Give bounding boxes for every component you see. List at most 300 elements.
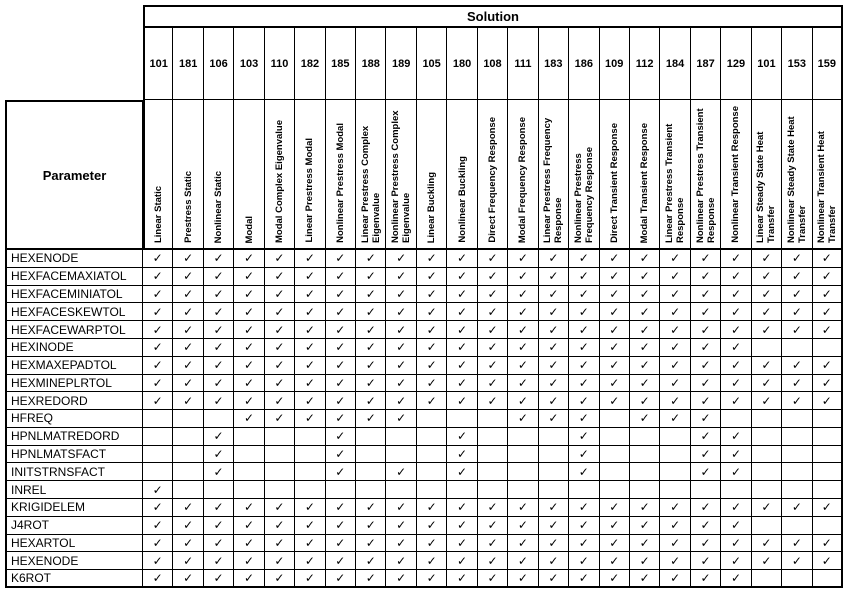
checkmark-icon: ✓: [152, 269, 163, 284]
check-cell: [326, 268, 356, 286]
parameter-name-cell: HPNLMATREDORD: [5, 428, 143, 446]
empty-cell: [630, 463, 660, 481]
checkmark-icon: ✓: [335, 571, 346, 586]
empty-cell: [234, 428, 264, 446]
checkmark-icon: ✓: [213, 553, 224, 568]
checkmark-icon: ✓: [517, 553, 528, 568]
checkmark-icon: ✓: [609, 251, 620, 266]
check-cell: [295, 286, 325, 304]
checkmark-icon: ✓: [730, 536, 741, 551]
check-cell: [326, 250, 356, 268]
checkmark-icon: ✓: [548, 500, 559, 515]
checkmark-icon: ✓: [304, 340, 315, 355]
check-cell: [265, 499, 295, 517]
solution-code-cell: 112: [630, 28, 660, 100]
checkmark-icon: ✓: [365, 322, 376, 337]
check-cell: [630, 535, 660, 553]
check-cell: [356, 303, 386, 321]
checkmark-icon: ✓: [152, 375, 163, 390]
check-cell: [478, 303, 508, 321]
checkmark-icon: ✓: [274, 304, 285, 319]
check-cell: [204, 463, 234, 481]
checkmark-icon: ✓: [274, 358, 285, 373]
check-cell: [295, 375, 325, 393]
check-cell: [447, 552, 477, 570]
empty-cell: [600, 428, 630, 446]
solution-code-cell: 183: [539, 28, 569, 100]
check-cell: [569, 357, 599, 375]
solution-label-cell: [356, 100, 386, 250]
checkmark-icon: ✓: [457, 393, 468, 408]
empty-cell: [204, 410, 234, 428]
check-cell: [660, 286, 690, 304]
check-cell: [508, 517, 538, 535]
solution-code-cell: 188: [356, 28, 386, 100]
checkmark-icon: ✓: [365, 571, 376, 586]
solution-label-cell: [752, 100, 782, 250]
checkmark-icon: ✓: [730, 553, 741, 568]
check-cell: [691, 517, 721, 535]
check-cell: [326, 535, 356, 553]
check-cell: [600, 392, 630, 410]
solution-label-cell: [204, 100, 234, 250]
check-cell: [204, 446, 234, 464]
parameter-name-cell: HEXFACESKEWTOL: [5, 303, 143, 321]
check-cell: [265, 357, 295, 375]
check-cell: [569, 321, 599, 339]
check-cell: [326, 410, 356, 428]
check-cell: [143, 481, 173, 499]
checkmark-icon: ✓: [578, 375, 589, 390]
check-cell: [508, 268, 538, 286]
check-cell: [204, 375, 234, 393]
check-cell: [508, 339, 538, 357]
solution-code-cell: 106: [204, 28, 234, 100]
checkmark-icon: ✓: [183, 322, 194, 337]
check-cell: [600, 286, 630, 304]
empty-cell: [752, 428, 782, 446]
checkmark-icon: ✓: [761, 286, 772, 301]
checkmark-icon: ✓: [274, 251, 285, 266]
check-cell: [539, 517, 569, 535]
solution-label-text: Linear Prestress Transient Response: [664, 123, 687, 243]
empty-cell: [234, 481, 264, 499]
empty-cell: [660, 481, 690, 499]
check-cell: [143, 499, 173, 517]
check-cell: [204, 357, 234, 375]
check-cell: [721, 552, 751, 570]
check-cell: [721, 428, 751, 446]
checkmark-icon: ✓: [700, 251, 711, 266]
check-cell: [660, 499, 690, 517]
checkmark-icon: ✓: [761, 553, 772, 568]
checkmark-icon: ✓: [639, 358, 650, 373]
checkmark-icon: ✓: [396, 375, 407, 390]
checkmark-icon: ✓: [365, 340, 376, 355]
checkmark-icon: ✓: [243, 251, 255, 266]
checkmark-icon: ✓: [730, 393, 741, 408]
checkmark-icon: ✓: [396, 286, 407, 301]
check-cell: [478, 286, 508, 304]
check-cell: [386, 517, 416, 535]
check-cell: [356, 250, 386, 268]
check-cell: [326, 321, 356, 339]
check-cell: [173, 499, 203, 517]
checkmark-icon: ✓: [274, 536, 285, 551]
checkmark-icon: ✓: [396, 464, 407, 479]
empty-cell: [813, 339, 843, 357]
empty-cell: [600, 446, 630, 464]
check-cell: [417, 339, 447, 357]
check-cell: [417, 375, 447, 393]
parameter-name-cell: HPNLMATSFACT: [5, 446, 143, 464]
checkmark-icon: ✓: [457, 518, 468, 533]
check-cell: [569, 535, 599, 553]
check-cell: [782, 286, 812, 304]
checkmark-icon: ✓: [700, 393, 711, 408]
checkmark-icon: ✓: [761, 358, 772, 373]
check-cell: [356, 375, 386, 393]
check-cell: [447, 428, 477, 446]
check-cell: [265, 286, 295, 304]
checkmark-icon: ✓: [335, 251, 346, 266]
checkmark-icon: ✓: [396, 340, 407, 355]
checkmark-icon: ✓: [700, 571, 711, 586]
empty-cell: [752, 446, 782, 464]
solution-label-text: Nonlinear Steady State Heat Transfer: [785, 116, 808, 243]
checkmark-icon: ✓: [274, 286, 285, 301]
check-cell: [569, 303, 599, 321]
check-cell: [721, 321, 751, 339]
check-cell: [539, 410, 569, 428]
check-cell: [721, 303, 751, 321]
check-cell: [752, 303, 782, 321]
checkmark-icon: ✓: [213, 447, 224, 462]
empty-cell: [782, 517, 812, 535]
check-cell: [356, 392, 386, 410]
solution-label-text: Linear Static: [153, 185, 165, 243]
solution-code-cell: 189: [386, 28, 416, 100]
check-cell: [447, 446, 477, 464]
check-cell: [356, 499, 386, 517]
solution-label-cell: [600, 100, 630, 250]
check-cell: [356, 268, 386, 286]
check-cell: [234, 410, 264, 428]
check-cell: [265, 268, 295, 286]
check-cell: [204, 428, 234, 446]
checkmark-icon: ✓: [821, 269, 832, 284]
solution-code-cell: 105: [417, 28, 447, 100]
checkmark-icon: ✓: [365, 393, 376, 408]
checkmark-icon: ✓: [517, 286, 528, 301]
check-cell: [813, 499, 843, 517]
check-cell: [447, 268, 477, 286]
empty-cell: [782, 339, 812, 357]
solution-code-cell: 182: [295, 28, 325, 100]
check-cell: [782, 250, 812, 268]
solution-label-text: Direct Frequency Response: [486, 117, 498, 243]
empty-cell: [539, 463, 569, 481]
check-cell: [234, 339, 264, 357]
checkmark-icon: ✓: [548, 411, 559, 426]
check-cell: [691, 428, 721, 446]
checkmark-icon: ✓: [457, 304, 468, 319]
check-cell: [813, 321, 843, 339]
checkmark-icon: ✓: [213, 375, 224, 390]
solution-label-cell: [265, 100, 295, 250]
empty-cell: [508, 446, 538, 464]
checkmark-icon: ✓: [791, 393, 802, 408]
check-cell: [234, 303, 264, 321]
checkmark-icon: ✓: [670, 358, 681, 373]
check-cell: [691, 535, 721, 553]
checkmark-icon: ✓: [578, 304, 589, 319]
check-cell: [569, 463, 599, 481]
check-cell: [569, 446, 599, 464]
empty-cell: [813, 481, 843, 499]
check-cell: [204, 570, 234, 588]
check-cell: [356, 321, 386, 339]
check-cell: [326, 339, 356, 357]
empty-cell: [173, 410, 203, 428]
checkmark-icon: ✓: [517, 304, 528, 319]
check-cell: [600, 499, 630, 517]
check-cell: [600, 339, 630, 357]
check-cell: [326, 570, 356, 588]
checkmark-icon: ✓: [152, 358, 163, 373]
check-cell: [143, 535, 173, 553]
parameter-name-cell: HEXMINEPLRTOL: [5, 375, 143, 393]
checkmark-icon: ✓: [457, 500, 468, 515]
check-cell: [569, 552, 599, 570]
checkmark-icon: ✓: [274, 269, 285, 284]
check-cell: [721, 463, 751, 481]
checkmark-icon: ✓: [761, 269, 772, 284]
checkmark-icon: ✓: [335, 518, 346, 533]
checkmark-icon: ✓: [700, 340, 711, 355]
checkmark-icon: ✓: [517, 518, 528, 533]
check-cell: [386, 303, 416, 321]
empty-cell: [386, 481, 416, 499]
empty-cell: [782, 446, 812, 464]
checkmark-icon: ✓: [365, 304, 376, 319]
check-cell: [600, 357, 630, 375]
checkmark-icon: ✓: [639, 269, 650, 284]
checkmark-icon: ✓: [335, 536, 346, 551]
solution-code-cell: 180: [447, 28, 477, 100]
parameter-header: Parameter: [5, 100, 143, 250]
checkmark-icon: ✓: [243, 269, 255, 284]
checkmark-icon: ✓: [548, 269, 559, 284]
check-cell: [386, 357, 416, 375]
checkmark-icon: ✓: [213, 429, 224, 444]
checkmark-icon: ✓: [487, 553, 498, 568]
checkmark-icon: ✓: [639, 571, 650, 586]
check-cell: [691, 268, 721, 286]
checkmark-icon: ✓: [274, 322, 285, 337]
check-cell: [234, 552, 264, 570]
check-cell: [782, 499, 812, 517]
check-cell: [813, 250, 843, 268]
empty-cell: [813, 570, 843, 588]
checkmark-icon: ✓: [700, 500, 711, 515]
checkmark-icon: ✓: [578, 500, 589, 515]
empty-cell: [569, 481, 599, 499]
checkmark-icon: ✓: [457, 553, 468, 568]
checkmark-icon: ✓: [183, 500, 194, 515]
checkmark-icon: ✓: [304, 322, 315, 337]
checkmark-icon: ✓: [821, 393, 832, 408]
check-cell: [691, 552, 721, 570]
checkmark-icon: ✓: [487, 375, 498, 390]
solution-label-text: Linear Prestress Complex Eigenvalue: [359, 125, 382, 243]
parameter-name-cell: INITSTRNSFACT: [5, 463, 143, 481]
check-cell: [173, 321, 203, 339]
checkmark-icon: ✓: [243, 322, 255, 337]
empty-cell: [417, 463, 447, 481]
check-cell: [721, 339, 751, 357]
solution-label-cell: [295, 100, 325, 250]
check-cell: [356, 410, 386, 428]
checkmark-icon: ✓: [517, 393, 528, 408]
checkmark-icon: ✓: [791, 304, 802, 319]
checkmark-icon: ✓: [730, 500, 741, 515]
checkmark-icon: ✓: [304, 536, 315, 551]
checkmark-icon: ✓: [730, 375, 741, 390]
solution-code-cell: 153: [782, 28, 812, 100]
check-cell: [204, 392, 234, 410]
checkmark-icon: ✓: [365, 375, 376, 390]
check-cell: [295, 321, 325, 339]
checkmark-icon: ✓: [791, 251, 802, 266]
check-cell: [630, 552, 660, 570]
checkmark-icon: ✓: [548, 322, 559, 337]
empty-cell: [813, 446, 843, 464]
check-cell: [569, 286, 599, 304]
check-cell: [356, 357, 386, 375]
solution-label-text: Nonlinear Prestress Frequency Response: [572, 146, 595, 243]
check-cell: [569, 410, 599, 428]
solution-code-cell: 186: [569, 28, 599, 100]
empty-cell: [356, 463, 386, 481]
check-cell: [752, 357, 782, 375]
checkmark-icon: ✓: [517, 340, 528, 355]
check-cell: [143, 268, 173, 286]
check-cell: [539, 535, 569, 553]
check-cell: [173, 570, 203, 588]
empty-cell: [447, 481, 477, 499]
checkmark-icon: ✓: [243, 286, 255, 301]
checkmark-icon: ✓: [517, 375, 528, 390]
checkmark-icon: ✓: [365, 553, 376, 568]
check-cell: [234, 375, 264, 393]
empty-cell: [356, 446, 386, 464]
checkmark-icon: ✓: [396, 358, 407, 373]
empty-cell: [478, 410, 508, 428]
check-cell: [660, 517, 690, 535]
checkmark-icon: ✓: [274, 571, 285, 586]
empty-cell: [539, 481, 569, 499]
checkmark-icon: ✓: [304, 304, 315, 319]
check-cell: [539, 268, 569, 286]
checkmark-icon: ✓: [213, 518, 224, 533]
checkmark-icon: ✓: [670, 518, 681, 533]
empty-cell: [630, 446, 660, 464]
check-cell: [295, 303, 325, 321]
checkmark-icon: ✓: [365, 518, 376, 533]
check-cell: [356, 517, 386, 535]
checkmark-icon: ✓: [304, 500, 315, 515]
checkmark-icon: ✓: [548, 375, 559, 390]
checkmark-icon: ✓: [517, 251, 528, 266]
check-cell: [539, 321, 569, 339]
empty-cell: [508, 428, 538, 446]
check-cell: [691, 286, 721, 304]
checkmark-icon: ✓: [548, 304, 559, 319]
empty-cell: [478, 446, 508, 464]
solution-code-cell: 181: [173, 28, 203, 100]
checkmark-icon: ✓: [152, 251, 163, 266]
checkmark-icon: ✓: [821, 375, 832, 390]
checkmark-icon: ✓: [213, 358, 224, 373]
check-cell: [569, 250, 599, 268]
check-cell: [478, 535, 508, 553]
checkmark-icon: ✓: [487, 269, 498, 284]
checkmark-icon: ✓: [670, 375, 681, 390]
check-cell: [569, 268, 599, 286]
empty-cell: [782, 570, 812, 588]
empty-cell: [447, 410, 477, 428]
check-cell: [386, 552, 416, 570]
checkmark-icon: ✓: [578, 447, 589, 462]
empty-cell: [265, 446, 295, 464]
check-cell: [326, 446, 356, 464]
check-cell: [295, 392, 325, 410]
checkmark-icon: ✓: [548, 536, 559, 551]
empty-cell: [660, 428, 690, 446]
check-cell: [752, 268, 782, 286]
check-cell: [326, 286, 356, 304]
solution-label-text: Modal: [243, 215, 255, 243]
check-cell: [569, 499, 599, 517]
check-cell: [265, 250, 295, 268]
checkmark-icon: ✓: [396, 322, 407, 337]
checkmark-icon: ✓: [396, 304, 407, 319]
empty-cell: [356, 481, 386, 499]
checkmark-icon: ✓: [578, 251, 589, 266]
checkmark-icon: ✓: [335, 304, 346, 319]
check-cell: [234, 268, 264, 286]
checkmark-icon: ✓: [487, 340, 498, 355]
check-cell: [539, 552, 569, 570]
check-cell: [204, 339, 234, 357]
check-cell: [782, 392, 812, 410]
checkmark-icon: ✓: [396, 553, 407, 568]
check-cell: [417, 499, 447, 517]
check-cell: [478, 392, 508, 410]
check-cell: [478, 268, 508, 286]
check-cell: [539, 286, 569, 304]
checkmark-icon: ✓: [639, 340, 650, 355]
checkmark-icon: ✓: [213, 304, 224, 319]
check-cell: [508, 410, 538, 428]
check-cell: [539, 570, 569, 588]
checkmark-icon: ✓: [426, 393, 437, 408]
checkmark-icon: ✓: [183, 304, 194, 319]
checkmark-icon: ✓: [152, 500, 163, 515]
checkmark-icon: ✓: [183, 571, 194, 586]
checkmark-icon: ✓: [578, 518, 589, 533]
